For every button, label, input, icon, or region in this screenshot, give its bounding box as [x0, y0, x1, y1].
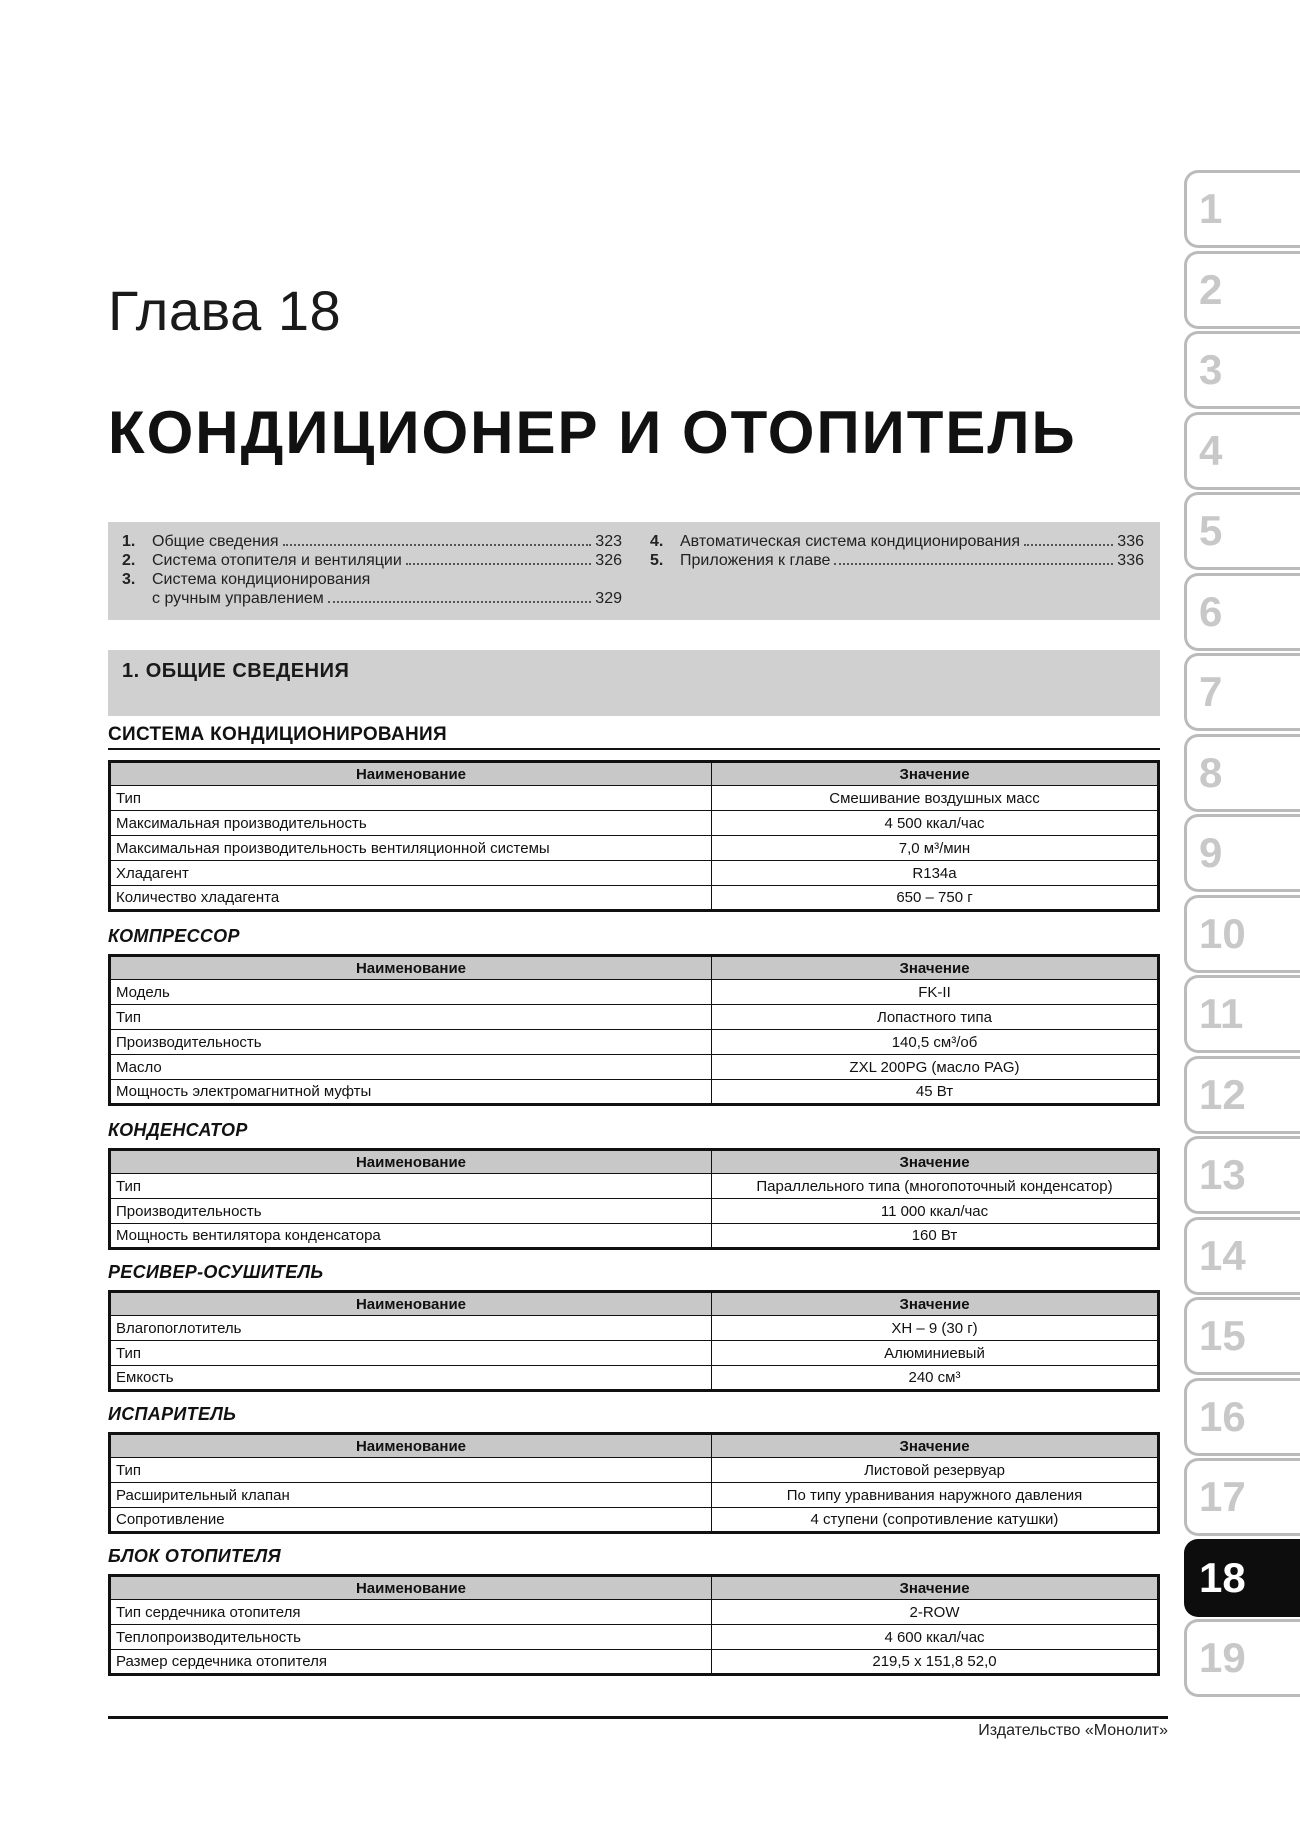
table-row — [110, 1650, 1159, 1675]
chapter-tab-label: 18 — [1199, 1553, 1246, 1601]
row-name: Максимальная производительность — [110, 811, 712, 836]
main-heading: СИСТЕМА КОНДИЦИОНИРОВАНИЯ — [108, 724, 1160, 750]
table-row — [110, 1316, 1159, 1341]
subheading-evaporator: ИСПАРИТЕЛЬ — [108, 1404, 237, 1424]
column-header-name: Наименование — [110, 1434, 712, 1458]
toc-item-1[interactable] — [122, 532, 622, 551]
row-value: 219,5 х 151,8 52,0 — [712, 1650, 1159, 1675]
table-row — [110, 1625, 1159, 1650]
table-header-row — [110, 1150, 1159, 1174]
row-name: Мощность вентилятора конденсатора — [110, 1224, 712, 1249]
toc-leader-dots — [834, 563, 1113, 565]
column-header-value: Значение — [712, 1576, 1159, 1600]
row-value: 240 см³ — [712, 1366, 1159, 1391]
column-header-value: Значение — [712, 762, 1159, 786]
row-value: Параллельного типа (многопоточный конденсатор) — [712, 1174, 1159, 1199]
row-name: Количество хладагента — [110, 886, 712, 911]
row-value: Алюминиевый — [712, 1341, 1159, 1366]
subheading-receiver-drier: РЕСИВЕР-ОСУШИТЕЛЬ — [108, 1262, 324, 1282]
column-header-value: Значение — [712, 1150, 1159, 1174]
row-value: 2-ROW — [712, 1600, 1159, 1625]
footer-publisher: Издательство «Монолит» — [978, 1722, 1168, 1739]
chapter-tab-label: 13 — [1199, 1151, 1246, 1198]
chapter-tab-15[interactable] — [1184, 1297, 1300, 1375]
column-header-value: Значение — [712, 1292, 1159, 1316]
row-value: По типу уравнивания наружного давления — [712, 1483, 1159, 1508]
row-name: Производительность — [110, 1199, 712, 1224]
chapter-tab-label: 6 — [1199, 587, 1223, 635]
column-header-name: Наименование — [110, 1292, 712, 1316]
row-value: 4 600 ккал/час — [712, 1625, 1159, 1650]
toc-item-page: 329 — [595, 590, 622, 607]
chapter-title: КОНДИЦИОНЕР И ОТОПИТЕЛЬ — [108, 399, 1077, 466]
row-value: ZXL 200PG (масло PAG) — [712, 1055, 1159, 1080]
toc-item-text: Система кондиционирования — [152, 571, 371, 588]
table-row — [110, 1199, 1159, 1224]
row-name: Сопротивление — [110, 1508, 712, 1533]
chapter-tab-2[interactable] — [1184, 251, 1300, 329]
chapter-tab-label: 8 — [1199, 748, 1223, 796]
table-row — [110, 1224, 1159, 1249]
spec-table-general — [108, 760, 1160, 912]
toc-item-number: 1. — [122, 533, 136, 550]
column-header-value: Значение — [712, 956, 1159, 980]
table-row — [110, 886, 1159, 911]
column-header-value: Значение — [712, 1434, 1159, 1458]
spec-table-receiver-drier — [108, 1290, 1160, 1392]
row-name: Тип — [110, 1005, 712, 1030]
chapter-tab-16[interactable] — [1184, 1378, 1300, 1456]
row-value: Смешивание воздушных масс — [712, 786, 1159, 811]
footer-divider — [108, 1716, 1168, 1719]
row-name: Максимальная производительность вентиляционной системы — [110, 836, 712, 861]
chapter-tab-label: 9 — [1199, 829, 1223, 876]
table-header-row — [110, 1434, 1159, 1458]
toc-item-page: 336 — [1117, 552, 1144, 569]
subheading-compressor: КОМПРЕССОР — [108, 926, 240, 946]
chapter-tab-14[interactable] — [1184, 1217, 1300, 1295]
chapter-label: Глава 18 — [108, 279, 342, 342]
row-name: Производительность — [110, 1030, 712, 1055]
row-name: Размер сердечника отопителя — [110, 1650, 712, 1675]
toc-item-page: 326 — [595, 552, 622, 569]
row-value: 650 – 750 г — [712, 886, 1159, 911]
row-value: 4 500 ккал/час — [712, 811, 1159, 836]
section-bar — [108, 650, 1160, 716]
row-name: Масло — [110, 1055, 712, 1080]
toc-leader-dots — [283, 544, 592, 546]
toc-item-number: 2. — [122, 552, 136, 569]
toc-item-number: 4. — [650, 533, 664, 550]
section-title: 1. ОБЩИЕ СВЕДЕНИЯ — [122, 660, 350, 682]
row-value: 160 Вт — [712, 1224, 1159, 1249]
chapter-tab-label: 14 — [1199, 1231, 1246, 1279]
column-header-name: Наименование — [110, 956, 712, 980]
table-row — [110, 1005, 1159, 1030]
toc-item-text: Система отопителя и вентиляции — [152, 552, 402, 569]
row-name: Хладагент — [110, 861, 712, 886]
table-row — [110, 836, 1159, 861]
chapter-tab-1[interactable] — [1184, 170, 1300, 248]
table-row — [110, 861, 1159, 886]
chapter-tab-19[interactable] — [1184, 1619, 1300, 1697]
chapter-tab-17[interactable] — [1184, 1458, 1300, 1536]
row-name: Расширительный клапан — [110, 1483, 712, 1508]
chapter-tab-label: 7 — [1199, 668, 1223, 715]
table-row — [110, 1600, 1159, 1625]
chapter-tab-12[interactable] — [1184, 1056, 1300, 1134]
chapter-tab-label: 12 — [1199, 1070, 1246, 1118]
chapter-tab-3[interactable] — [1184, 331, 1300, 409]
toc-item-number: 5. — [650, 552, 664, 569]
chapter-tab-9[interactable] — [1184, 814, 1300, 892]
table-row — [110, 1508, 1159, 1533]
row-value: 45 Вт — [712, 1080, 1159, 1105]
toc-item-text: Приложения к главе — [680, 552, 831, 569]
row-value: 11 000 ккал/час — [712, 1199, 1159, 1224]
table-row — [110, 1341, 1159, 1366]
toc-item-5[interactable] — [650, 551, 1144, 570]
row-name: Тип — [110, 1458, 712, 1483]
chapter-tab-13[interactable] — [1184, 1136, 1300, 1214]
table-row — [110, 811, 1159, 836]
table-header-row — [110, 1576, 1159, 1600]
table-header-row — [110, 956, 1159, 980]
table-row — [110, 1174, 1159, 1199]
row-value: Листовой резервуар — [712, 1458, 1159, 1483]
subheading-condenser: КОНДЕНСАТОР — [108, 1120, 248, 1140]
chapter-tab-label: 5 — [1199, 507, 1223, 554]
row-value: 140,5 см³/об — [712, 1030, 1159, 1055]
toc-leader-dots — [406, 563, 592, 565]
toc-item-4[interactable] — [650, 532, 1144, 551]
chapter-tab-18[interactable] — [1184, 1539, 1300, 1617]
row-name: Тип — [110, 1174, 712, 1199]
chapter-tab-5[interactable] — [1184, 492, 1300, 570]
chapter-tab-7[interactable] — [1184, 653, 1300, 731]
spec-table-compressor — [108, 954, 1160, 1106]
toc-item-text-continued: с ручным управлением — [152, 590, 324, 607]
toc-column-left — [122, 532, 622, 608]
row-value: FK-II — [712, 980, 1159, 1005]
chapter-tab-label: 2 — [1199, 265, 1223, 313]
table-of-contents — [108, 522, 1160, 620]
chapter-tab-6[interactable] — [1184, 573, 1300, 651]
toc-item-2[interactable] — [122, 551, 622, 570]
toc-item-number: 3. — [122, 571, 136, 588]
row-name: Мощность электромагнитной муфты — [110, 1080, 712, 1105]
spec-table-heater-unit — [108, 1574, 1160, 1676]
chapter-tab-10[interactable] — [1184, 895, 1300, 973]
toc-leader-dots — [1024, 544, 1113, 546]
chapter-tab-label: 15 — [1199, 1312, 1246, 1359]
row-value: 7,0 м³/мин — [712, 836, 1159, 861]
row-value: 4 ступени (сопротивление катушки) — [712, 1508, 1159, 1533]
chapter-tab-label: 3 — [1199, 346, 1223, 393]
chapter-tab-label: 19 — [1199, 1634, 1246, 1681]
column-header-name: Наименование — [110, 1576, 712, 1600]
column-header-name: Наименование — [110, 762, 712, 786]
chapter-tab-label: 10 — [1199, 909, 1246, 957]
table-row — [110, 980, 1159, 1005]
table-header-row — [110, 1292, 1159, 1316]
toc-column-right — [650, 532, 1144, 570]
toc-item-3[interactable] — [122, 570, 622, 608]
row-value: R134a — [712, 861, 1159, 886]
chapter-tab-11[interactable] — [1184, 975, 1300, 1053]
chapter-tab-8[interactable] — [1184, 734, 1300, 812]
row-name: Тип — [110, 1341, 712, 1366]
table-row — [110, 1483, 1159, 1508]
row-name: Влагопоглотитель — [110, 1316, 712, 1341]
table-row — [110, 1030, 1159, 1055]
chapter-tab-label: 11 — [1199, 990, 1244, 1037]
row-name: Теплопроизводительность — [110, 1625, 712, 1650]
table-row — [110, 786, 1159, 811]
row-name: Тип — [110, 786, 712, 811]
row-name: Тип сердечника отопителя — [110, 1600, 712, 1625]
row-value: Лопастного типа — [712, 1005, 1159, 1030]
spec-table-condenser — [108, 1148, 1160, 1250]
row-name: Модель — [110, 980, 712, 1005]
chapter-tab-label: 16 — [1199, 1392, 1246, 1440]
toc-item-text: Автоматическая система кондиционирования — [680, 533, 1021, 550]
chapter-tab-label: 4 — [1199, 426, 1223, 474]
toc-leader-dots — [328, 601, 592, 603]
row-value: XH – 9 (30 г) — [712, 1316, 1159, 1341]
toc-item-text: Общие сведения — [152, 533, 279, 550]
table-row — [110, 1055, 1159, 1080]
table-row — [110, 1458, 1159, 1483]
toc-item-page: 336 — [1117, 533, 1144, 550]
spec-table-evaporator — [108, 1432, 1160, 1534]
table-row — [110, 1366, 1159, 1391]
chapter-tab-label: 1 — [1199, 185, 1223, 232]
toc-item-page: 323 — [595, 533, 622, 550]
subheading-heater-unit: БЛОК ОТОПИТЕЛЯ — [108, 1546, 281, 1566]
row-name: Емкость — [110, 1366, 712, 1391]
chapter-tab-4[interactable] — [1184, 412, 1300, 490]
table-header-row — [110, 762, 1159, 786]
table-row — [110, 1080, 1159, 1105]
column-header-name: Наименование — [110, 1150, 712, 1174]
chapter-tab-label: 17 — [1199, 1473, 1246, 1520]
